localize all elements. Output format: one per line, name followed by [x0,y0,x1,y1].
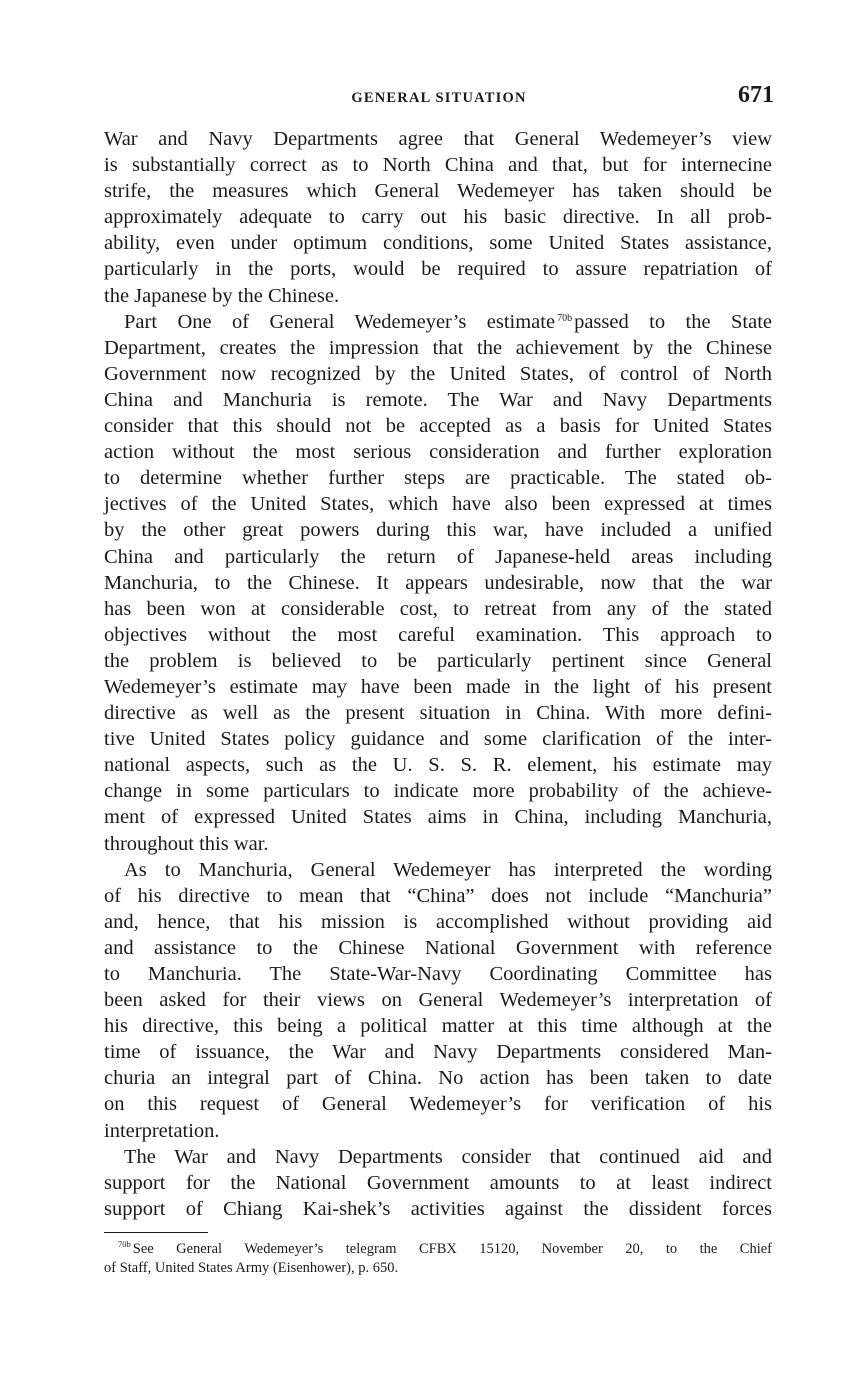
text-line: consider that this should not be accepted as a basis for United States [104,415,772,438]
text-line: and assistance to the Chinese National Government with reference [104,936,772,959]
paragraph-3 [104,857,772,1144]
text-line: approximately adequate to carry out his basic directive. In all prob- [104,206,772,229]
text-line: strife, the measures which General Wedemeyer has taken should be [104,180,772,203]
text-fragment: See General Wedemeyer’s telegram CFBX 15120, November 20, to the Chief [132,1241,772,1257]
text-line: and, hence, that his mission is accomplished without providing aid [104,910,772,933]
text-line: throughout this war. [104,832,269,855]
footnote-line [104,1240,772,1259]
page-number: 671 [738,82,774,108]
text-line: China and particularly the return of Japanese-held areas including [104,545,772,568]
paragraph-1 [104,126,772,309]
text-line: ability, even under optimum conditions, some United States assistance, [104,232,772,255]
text-line: particularly in the ports, would be required to assure repatriation of [104,258,772,281]
text-line: Department, creates the impression that the achievement by the Chinese [104,336,772,359]
text-line: action without the most serious consideration and further exploration [104,441,772,464]
text-line: of his directive to mean that “China” does not include “Manchuria” [104,884,772,907]
text-line: on this request of General Wedemeyer’s for verification of his [104,1093,772,1116]
text-line: interpretation. [104,1119,220,1142]
text-line: ment of expressed United States aims in China, including Manchuria, [104,806,772,829]
text-line: Wedemeyer’s estimate may have been made in the light of his present [104,675,772,698]
footnote-line: of Staff, United States Army (Eisenhower), p. 650. [104,1260,399,1276]
footnote-mark: 70b [118,1239,131,1249]
text-line: the Japanese by the Chinese. [104,284,340,307]
text-line: is substantially correct as to North China and that, but for internecine [104,154,772,177]
footnote [104,1240,772,1278]
text-line: his directive, this being a political matter at this time although at the [104,1015,772,1038]
text-line [104,309,772,335]
text-line: War and Navy Departments agree that General Wedemeyer’s view [104,128,772,150]
page-header [104,82,774,116]
text-fragment: Part One of General Wedemeyer’s estimate [124,310,556,333]
text-line: Government now recognized by the United States, of control of North [104,362,772,385]
paragraph-2 [104,309,772,857]
footnote-reference: 70b [557,312,573,324]
text-line: Manchuria, to the Chinese. It appears undesirable, now that the war [104,571,772,594]
text-line: national aspects, such as the U. S. S. R. element, his estimate may [104,754,772,777]
text-line: has been won at considerable cost, to retreat from any of the stated [104,597,772,620]
text-line: directive as well as the present situation in China. With more defini- [104,702,772,725]
text-line: by the other great powers during this war, have included a unified [104,519,772,542]
body-text [104,126,772,1222]
text-fragment: passed to the State [574,310,773,333]
paragraph-4 [104,1144,772,1222]
text-line: churia an integral part of China. No action has been taken to date [104,1067,772,1090]
text-line: to Manchuria. The State-War-Navy Coordinating Committee has [104,963,772,985]
text-line: The War and Navy Departments consider that continued aid and [124,1145,772,1168]
text-line: tive United States policy guidance and some clarification of the inter- [104,728,772,751]
text-line: China and Manchuria is remote. The War and Navy Departments [104,388,772,411]
text-line: been asked for their views on General Wedemeyer’s interpretation of [104,989,772,1012]
text-line: time of issuance, the War and Navy Departments considered Man- [104,1041,772,1064]
text-line: support of Chiang Kai-shek’s activities against the dissident forces [104,1197,772,1220]
text-line: to determine whether further steps are practicable. The stated ob- [104,467,772,490]
text-line: As to Manchuria, General Wedemeyer has interpreted the wording [124,858,772,881]
text-line: objectives without the most careful examination. This approach to [104,623,772,646]
running-head: GENERAL SITUATION [351,90,527,106]
text-line: the problem is believed to be particularly pertinent since General [104,649,772,672]
text-line: jectives of the United States, which have also been expressed at times [104,493,772,516]
text-line: change in some particulars to indicate more probability of the achieve- [104,780,772,803]
footnote-divider [104,1232,208,1233]
text-line: support for the National Government amounts to at least indirect [104,1171,772,1194]
